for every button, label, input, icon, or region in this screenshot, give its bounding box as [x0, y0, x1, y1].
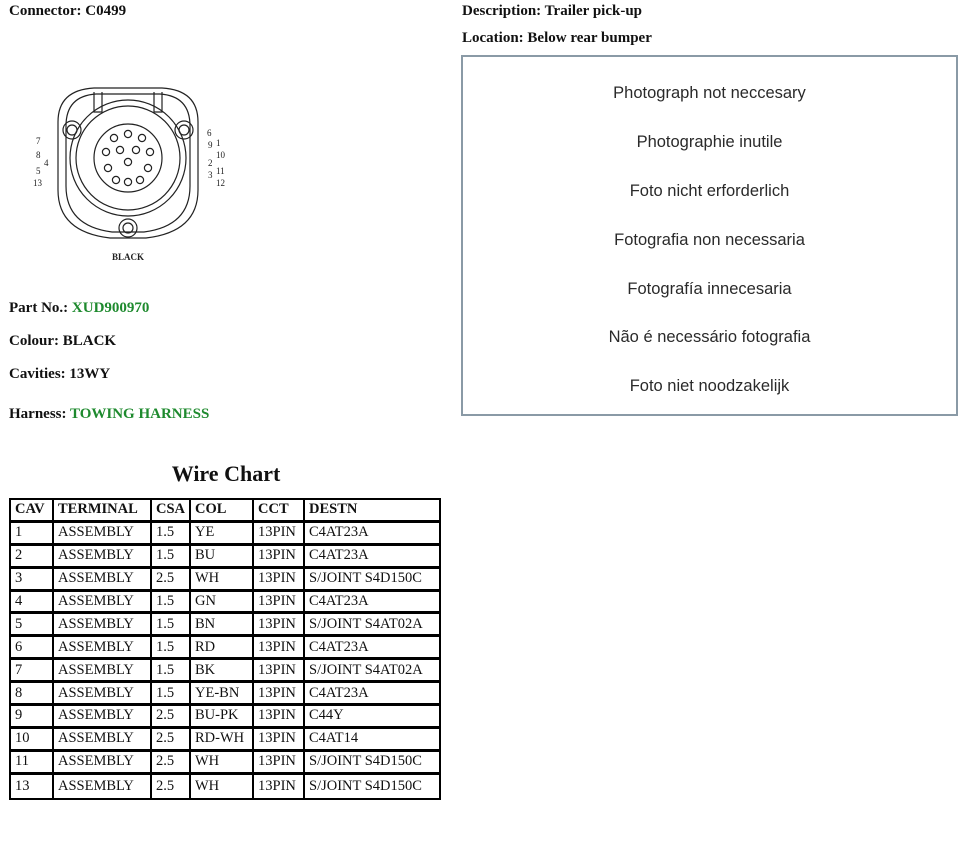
cell-csa: 2.5	[152, 752, 191, 775]
pin-label-right-4: 2	[208, 158, 213, 168]
table-row	[11, 683, 439, 706]
cell-destn: C4AT14	[305, 729, 439, 752]
cell-destn: C4AT23A	[305, 637, 439, 660]
pin-label-right-5: 11	[216, 166, 225, 176]
colour-label	[9, 333, 116, 350]
cell-cct: 13PIN	[254, 592, 305, 615]
cell-csa: 1.5	[152, 523, 191, 546]
cell-cct: 13PIN	[254, 775, 305, 798]
cell-terminal: ASSEMBLY	[54, 729, 152, 752]
pin-label-right-6: 3	[208, 170, 213, 180]
cell-csa: 1.5	[152, 546, 191, 569]
cell-cct: 13PIN	[254, 637, 305, 660]
cell-destn: C4AT23A	[305, 546, 439, 569]
cell-cct: 13PIN	[254, 614, 305, 637]
cell-cav: 6	[11, 637, 54, 660]
table-row	[11, 523, 439, 546]
cell-destn: C4AT23A	[305, 523, 439, 546]
table-row	[11, 614, 439, 637]
pin-label-right-1: 1	[216, 138, 221, 148]
cell-csa: 1.5	[152, 637, 191, 660]
cell-col: BK	[191, 660, 254, 683]
photo-notice-en: Photograph not neccesary	[613, 84, 806, 102]
location-label-text: Location:	[462, 30, 524, 46]
wire-chart-header-row	[11, 500, 439, 523]
cell-csa: 2.5	[152, 569, 191, 592]
cell-destn: S/JOINT S4D150C	[305, 569, 439, 592]
description-label-text: Description:	[462, 3, 542, 19]
pin-label-left-4: 13	[33, 178, 42, 188]
harness-label-text: Harness:	[9, 406, 67, 422]
cell-col: RD-WH	[191, 729, 254, 752]
cell-cav: 4	[11, 592, 54, 615]
cell-terminal: ASSEMBLY	[54, 706, 152, 729]
part-no-label	[9, 300, 149, 317]
photo-notice-de: Foto nicht erforderlich	[629, 182, 790, 200]
cell-col: WH	[191, 775, 254, 798]
harness-label	[9, 406, 209, 423]
photo-notice-fr: Photographie inutile	[636, 133, 783, 151]
cell-terminal: ASSEMBLY	[54, 546, 152, 569]
cell-terminal: ASSEMBLY	[54, 614, 152, 637]
mount-hole-left-inner	[67, 125, 77, 135]
pin-label-right-0: 6	[207, 128, 212, 138]
cell-csa: 2.5	[152, 706, 191, 729]
cell-csa: 1.5	[152, 660, 191, 683]
cell-cav: 1	[11, 523, 54, 546]
table-row	[11, 592, 439, 615]
photo-notice-nl: Foto niet noodzakelijk	[629, 377, 790, 395]
cell-csa: 1.5	[152, 592, 191, 615]
cell-csa: 2.5	[152, 729, 191, 752]
cell-col: BU-PK	[191, 706, 254, 729]
cell-cct: 13PIN	[254, 706, 305, 729]
cell-cav: 7	[11, 660, 54, 683]
table-row	[11, 729, 439, 752]
cell-cct: 13PIN	[254, 752, 305, 775]
col-header-cav: CAV	[11, 500, 54, 523]
table-row	[11, 569, 439, 592]
cell-terminal: ASSEMBLY	[54, 683, 152, 706]
cell-terminal: ASSEMBLY	[54, 752, 152, 775]
cavities-value: 13WY	[69, 366, 111, 382]
wire-chart-body	[11, 523, 439, 798]
pin-label-right-2: 9	[208, 140, 213, 150]
col-header-destn: DESTN	[305, 500, 439, 523]
mount-hole-bottom	[119, 219, 137, 237]
pin-label-left-2: 4	[44, 158, 49, 168]
cell-destn: S/JOINT S4D150C	[305, 775, 439, 798]
cell-col: YE-BN	[191, 683, 254, 706]
description-value: Trailer pick-up	[544, 3, 643, 19]
cell-terminal: ASSEMBLY	[54, 637, 152, 660]
pin-label-left-3: 5	[36, 166, 41, 176]
location-label	[462, 30, 652, 47]
cell-cav: 11	[11, 752, 54, 775]
cell-destn: S/JOINT S4AT02A	[305, 660, 439, 683]
cell-cav: 2	[11, 546, 54, 569]
connector-inner-outline	[66, 94, 190, 232]
cell-cav: 8	[11, 683, 54, 706]
cell-destn: C4AT23A	[305, 683, 439, 706]
mount-hole-right-inner	[179, 125, 189, 135]
cell-col: GN	[191, 592, 254, 615]
cell-cav: 9	[11, 706, 54, 729]
cell-csa: 1.5	[152, 683, 191, 706]
cell-col: RD	[191, 637, 254, 660]
cell-csa: 1.5	[152, 614, 191, 637]
cell-destn: C44Y	[305, 706, 439, 729]
photo-placeholder-box	[461, 55, 958, 416]
connector-diagram	[28, 82, 238, 264]
cell-destn: C4AT23A	[305, 592, 439, 615]
cell-col: YE	[191, 523, 254, 546]
cell-cct: 13PIN	[254, 683, 305, 706]
cell-col: BN	[191, 614, 254, 637]
location-value: Below rear bumper	[527, 30, 652, 46]
cell-col: WH	[191, 752, 254, 775]
part-no-label-text: Part No.:	[9, 300, 69, 316]
cell-cct: 13PIN	[254, 569, 305, 592]
cell-terminal: ASSEMBLY	[54, 775, 152, 798]
col-header-terminal: TERMINAL	[54, 500, 152, 523]
table-row	[11, 660, 439, 683]
harness-value[interactable]: TOWING HARNESS	[69, 406, 210, 422]
diagram-colour-caption: BLACK	[112, 252, 145, 262]
col-header-col: COL	[191, 500, 254, 523]
photo-notice-it: Fotografia non necessaria	[614, 231, 805, 249]
table-row	[11, 637, 439, 660]
cell-terminal: ASSEMBLY	[54, 660, 152, 683]
pin-label-right-7: 12	[216, 178, 225, 188]
photo-notice-pt: Não é necessário fotografia	[608, 328, 811, 346]
col-header-cct: CCT	[254, 500, 305, 523]
connector-label-text: Connector:	[9, 3, 82, 19]
table-row	[11, 752, 439, 775]
wire-chart-table	[9, 498, 441, 800]
table-row	[11, 775, 439, 798]
photo-notice-es: Fotografía innecesaria	[627, 280, 792, 298]
connector-value: C0499	[85, 3, 127, 19]
cell-cct: 13PIN	[254, 729, 305, 752]
cell-col: WH	[191, 569, 254, 592]
cell-cct: 13PIN	[254, 660, 305, 683]
description-label	[462, 3, 642, 20]
cavities-label-text: Cavities:	[9, 366, 66, 382]
cell-terminal: ASSEMBLY	[54, 569, 152, 592]
part-no-value[interactable]: XUD900970	[71, 300, 150, 316]
cell-col: BU	[191, 546, 254, 569]
pin-label-left-1: 8	[36, 150, 41, 160]
col-header-csa: CSA	[152, 500, 191, 523]
colour-value: BLACK	[62, 333, 117, 349]
cell-destn: S/JOINT S4D150C	[305, 752, 439, 775]
pin-label-right-3: 10	[216, 150, 225, 160]
pin-label-left-0: 7	[36, 136, 41, 146]
cell-terminal: ASSEMBLY	[54, 592, 152, 615]
cavities-label	[9, 366, 110, 383]
pin-holes	[102, 130, 153, 185]
table-row	[11, 706, 439, 729]
cell-cct: 13PIN	[254, 546, 305, 569]
cell-cav: 5	[11, 614, 54, 637]
cell-destn: S/JOINT S4AT02A	[305, 614, 439, 637]
cell-cav: 10	[11, 729, 54, 752]
cell-cav: 3	[11, 569, 54, 592]
cell-cav: 13	[11, 775, 54, 798]
wire-chart-title: Wire Chart	[171, 461, 281, 486]
cell-csa: 2.5	[152, 775, 191, 798]
table-row	[11, 546, 439, 569]
cell-cct: 13PIN	[254, 523, 305, 546]
colour-label-text: Colour:	[9, 333, 59, 349]
connector-label	[9, 3, 126, 20]
cell-terminal: ASSEMBLY	[54, 523, 152, 546]
